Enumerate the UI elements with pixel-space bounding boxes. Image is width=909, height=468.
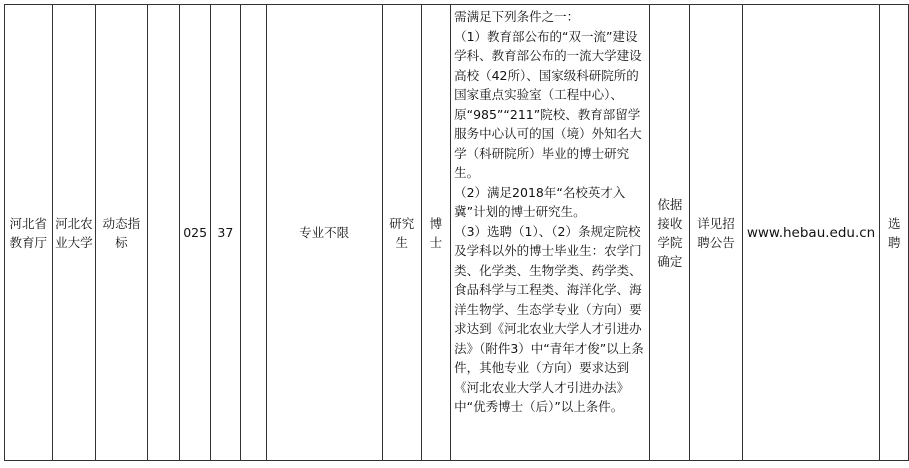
code-cell xyxy=(180,5,211,461)
method-text: 选聘 xyxy=(887,215,901,250)
major-cell xyxy=(266,5,382,461)
degree-cell xyxy=(421,5,450,461)
requirement-3: （3）选聘（1）、（2）条规定院校及学科以外的博士毕业生：农学门类、化学类、生物学类、药学类、食品科学与工程类、海洋化学、海洋生物学、生态学专业（方向）要求达到《河北农业大学人才引进办法》（附件3）中“青年才俊”以上条件，其他专业（方向）要求达到《河北农业大学人才引进办法》中“优秀博士（后）”以上条件。 xyxy=(454,223,644,414)
recruitment-table xyxy=(4,4,909,461)
unit-cell xyxy=(52,5,96,461)
assessment-cell xyxy=(650,5,690,461)
website-text: www.hebau.edu.cn xyxy=(746,224,876,241)
contact-text: 详见招聘公告 xyxy=(697,215,735,250)
requirement-1: （1）教育部公布的“双一流”建设学科、教育部公布的一流大学建设高校（42所）、国家级科研院所的国家重点实验室（工程中心）、原“985”“211”院校、教育部留学服务中心认可的国（境）外知名大学（科研院所）毕业的博士研究生。 xyxy=(454,28,642,180)
quota-type-cell xyxy=(96,5,147,461)
education-cell xyxy=(382,5,421,461)
blank-cell-1 xyxy=(147,5,180,461)
quota-type-text: 动态指标 xyxy=(102,215,141,250)
contact-cell xyxy=(690,5,742,461)
unit-text: 河北农业大学 xyxy=(55,215,93,250)
requirements-cell xyxy=(451,5,650,461)
assessment-text: 依据接收学院确定 xyxy=(657,196,683,269)
requirement-2: （2）满足2018年“名校英才入冀”计划的博士研究生。 xyxy=(454,184,626,219)
table-row xyxy=(5,5,909,461)
degree-text: 博士 xyxy=(429,215,443,250)
blank-cell-2 xyxy=(240,5,266,461)
department-cell xyxy=(5,5,53,461)
education-text: 研究生 xyxy=(389,215,415,250)
number-text: 37 xyxy=(217,225,234,240)
method-cell xyxy=(880,5,909,461)
major-text: 专业不限 xyxy=(299,225,350,240)
code-text: 025 xyxy=(183,225,208,240)
website-cell xyxy=(742,5,880,461)
requirements-intro: 需满足下列条件之一： xyxy=(454,9,580,24)
department-text: 河北省教育厅 xyxy=(9,215,48,250)
number-cell xyxy=(211,5,241,461)
